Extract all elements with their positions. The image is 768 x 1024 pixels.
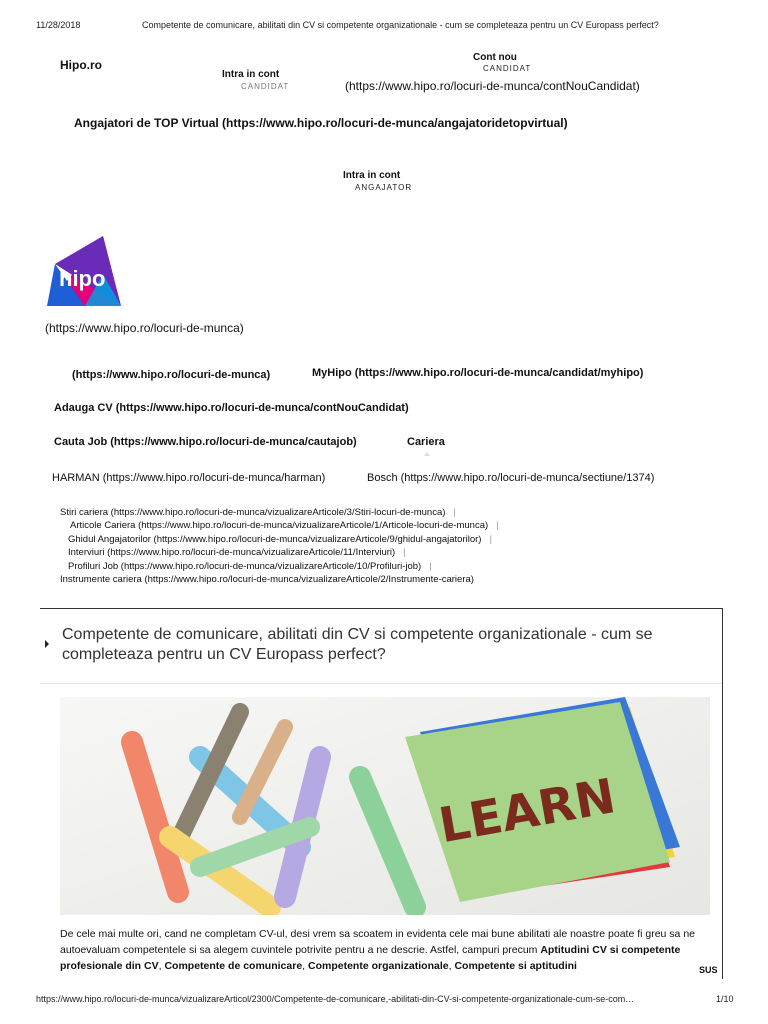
- nav-home[interactable]: (https://www.hipo.ro/locuri-de-munca): [72, 369, 271, 381]
- article-intro: De cele mai multe ori, cand ne completam CV-ul, desi vrem sa scoatem in evidenta cele mai bune abilitati ale noastre poate fi greu sa ne autoevaluam competentele si sa alegem cuvintele potrivite pentru a ne descrie. Astfel, campuri precum Aptitudini CV si competente profesionale din CV, Competente de comunicare, Competente organizationale, Competente si aptitudini: [60, 928, 695, 972]
- career-menu-item[interactable]: Ghidul Angajatorilor (https://www.hipo.ro/locuri-de-munca/vizualizareArticole/9/ghidul-angajatorilor) |: [68, 533, 492, 545]
- hipo-logo[interactable]: [45, 234, 125, 310]
- article-hero-image: [60, 697, 710, 915]
- login-employer-link[interactable]: Intra in cont: [343, 170, 401, 181]
- career-caret-icon: [424, 452, 430, 456]
- nav-myhipo[interactable]: MyHipo (https://www.hipo.ro/locuri-de-munca/candidat/myhipo): [312, 367, 644, 379]
- hipo-logo-mark: [45, 234, 125, 310]
- login-candidate-link[interactable]: Intra in cont: [222, 69, 280, 80]
- nav-harman[interactable]: HARMAN (https://www.hipo.ro/locuri-de-munca/harman): [52, 472, 326, 484]
- print-page-number: 1/10: [716, 994, 734, 1004]
- career-menu-item[interactable]: Instrumente cariera (https://www.hipo.ro/locuri-de-munca/vizualizareArticole/2/Instrumente-cariera): [60, 574, 474, 586]
- site-name-link[interactable]: Hipo.ro: [60, 58, 102, 72]
- career-menu-item[interactable]: Interviuri (https://www.hipo.ro/locuri-de-munca/vizualizareArticole/11/Interviuri) |: [68, 547, 406, 559]
- new-account-url[interactable]: (https://www.hipo.ro/locuri-de-munca/contNouCandidat): [345, 79, 640, 93]
- career-menu: [60, 506, 499, 586]
- article-title: Competente de comunicare, abilitati din CV si competente organizationale - cum se completeaza pentru un CV Europass perfect?: [62, 626, 653, 663]
- print-title: Competente de comunicare, abilitati din CV si competente organizationale - cum se completeaza pentru un CV Europass perfect?: [142, 20, 659, 30]
- article-marker-icon: [45, 640, 49, 648]
- nav-search-job[interactable]: Cauta Job (https://www.hipo.ro/locuri-de-munca/cautajob): [54, 436, 357, 448]
- hipo-logo-text: hipo: [59, 266, 106, 291]
- nav-add-cv[interactable]: Adauga CV (https://www.hipo.ro/locuri-de-munca/contNouCandidat): [54, 402, 409, 414]
- chalk-and-note-illustration: [60, 697, 710, 915]
- print-date: 11/28/2018: [36, 20, 81, 30]
- career-menu-item[interactable]: Profiluri Job (https://www.hipo.ro/locuri-de-munca/vizualizareArticole/10/Profiluri-job) |: [68, 560, 432, 572]
- print-footer-url: https://www.hipo.ro/locuri-de-munca/vizualizareArticol/2300/Competente-de-comunicare,-abilitati-din-CV-si-competente-organizationale-cum-se-com…: [36, 994, 635, 1004]
- new-account-sub: CANDIDAT: [483, 64, 532, 73]
- career-menu-item[interactable]: Articole Cariera (https://www.hipo.ro/locuri-de-munca/vizualizareArticole/1/Articole-locuri-de-munca) |: [70, 520, 499, 532]
- nav-bosch[interactable]: Bosch (https://www.hipo.ro/locuri-de-munca/sectiune/1374): [367, 472, 655, 484]
- title-divider: [40, 683, 722, 684]
- top-employers-link[interactable]: Angajatori de TOP Virtual (https://www.hipo.ro/locuri-de-munca/angajatoridetopvirtual): [74, 116, 568, 130]
- login-candidate-sub: CANDIDAT: [241, 82, 290, 91]
- logo-url[interactable]: (https://www.hipo.ro/locuri-de-munca): [45, 321, 244, 335]
- nav-career[interactable]: Cariera: [407, 436, 445, 448]
- new-account-link[interactable]: Cont nou: [473, 52, 517, 63]
- learn-note-text: LEARN: [434, 768, 620, 855]
- login-employer-sub: ANGAJATOR: [355, 183, 413, 192]
- career-menu-item[interactable]: Stiri cariera (https://www.hipo.ro/locuri-de-munca/vizualizareArticole/3/Stiri-locuri-de-munca) |: [60, 507, 456, 518]
- back-to-top-button[interactable]: SUS: [699, 965, 718, 975]
